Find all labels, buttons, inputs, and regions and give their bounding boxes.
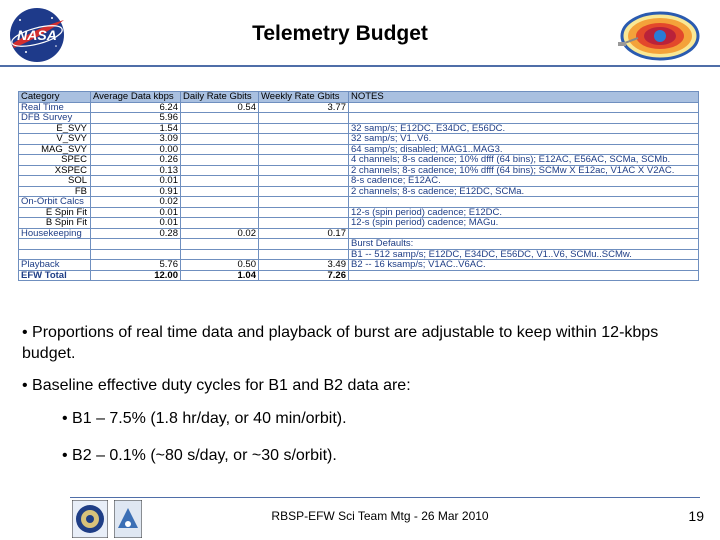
category-cell: XSPEC	[19, 165, 91, 176]
avg-kbps-cell: 0.13	[91, 165, 181, 176]
daily-cell	[181, 186, 259, 197]
notes-cell	[349, 197, 699, 208]
category-cell: EFW Total	[19, 270, 91, 281]
total-row	[19, 270, 699, 281]
notes-cell: 64 samp/s; disabled; MAG1..MAG3.	[349, 144, 699, 155]
table-row	[19, 197, 699, 208]
slide-title: Telemetry Budget	[252, 22, 428, 45]
category-cell: SOL	[19, 176, 91, 187]
avg-kbps-cell: 0.28	[91, 228, 181, 239]
notes-cell: 12-s (spin period) cadence; MAGu.	[349, 218, 699, 229]
avg-kbps-cell: 1.54	[91, 123, 181, 134]
notes-cell	[349, 270, 699, 281]
avg-kbps-cell: 6.24	[91, 102, 181, 113]
table-header-row	[19, 92, 699, 103]
weekly-cell	[259, 207, 349, 218]
category-cell: FB	[19, 186, 91, 197]
category-cell: V_SVY	[19, 134, 91, 145]
sub-bullet-b1: • B1 – 7.5% (1.8 hr/day, or 40 min/orbit).	[62, 410, 347, 427]
notes-cell: 12-s (spin period) cadence; E12DC.	[349, 207, 699, 218]
category-cell: Housekeeping	[19, 228, 91, 239]
table-row	[19, 207, 699, 218]
daily-cell	[181, 207, 259, 218]
weekly-cell: 7.26	[259, 270, 349, 281]
column-header: Average Data kbps	[91, 92, 181, 103]
daily-cell	[181, 165, 259, 176]
table-row	[19, 113, 699, 124]
weekly-cell	[259, 155, 349, 166]
column-header: Weekly Rate Gbits	[259, 92, 349, 103]
daily-cell	[181, 155, 259, 166]
weekly-cell	[259, 218, 349, 229]
table-row	[19, 218, 699, 229]
category-cell: DFB Survey	[19, 113, 91, 124]
avg-kbps-cell: 0.01	[91, 207, 181, 218]
avg-kbps-cell: 0.02	[91, 197, 181, 208]
table-row	[19, 144, 699, 155]
weekly-cell	[259, 165, 349, 176]
avg-kbps-cell: 0.00	[91, 144, 181, 155]
column-header: Daily Rate Gbits	[181, 92, 259, 103]
weekly-cell	[259, 176, 349, 187]
notes-cell: 32 samp/s; V1..V6.	[349, 134, 699, 145]
daily-cell: 0.54	[181, 102, 259, 113]
column-header: Category	[19, 92, 91, 103]
weekly-cell: 3.49	[259, 260, 349, 271]
daily-cell	[181, 113, 259, 124]
daily-cell	[181, 197, 259, 208]
daily-cell	[181, 144, 259, 155]
page-number: 19	[688, 508, 704, 524]
burst-b1-note: B1 -- 512 samp/s; E12DC, E34DC, E56DC, V1..V6, SCMu..SCMw.	[349, 249, 699, 260]
weekly-cell	[259, 113, 349, 124]
table-row	[19, 155, 699, 166]
category-cell: MAG_SVY	[19, 144, 91, 155]
bullet-duty-cycles: • Baseline effective duty cycles for B1 and B2 data are:	[22, 377, 411, 394]
table-row	[19, 123, 699, 134]
avg-kbps-cell: 0.91	[91, 186, 181, 197]
category-cell: E_SVY	[19, 123, 91, 134]
daily-cell: 0.50	[181, 260, 259, 271]
daily-cell	[181, 176, 259, 187]
avg-kbps-cell: 12.00	[91, 270, 181, 281]
weekly-cell	[259, 144, 349, 155]
footer-divider	[70, 497, 700, 498]
table-row	[19, 249, 699, 260]
daily-cell	[181, 134, 259, 145]
telemetry-budget-table	[18, 91, 699, 281]
daily-cell: 0.02	[181, 228, 259, 239]
category-cell: Real Time	[19, 102, 91, 113]
category-cell: SPEC	[19, 155, 91, 166]
table-row	[19, 176, 699, 187]
table-row	[19, 102, 699, 113]
weekly-cell: 0.17	[259, 228, 349, 239]
burst-defaults-label: Burst Defaults:	[349, 239, 699, 250]
avg-kbps-cell: 3.09	[91, 134, 181, 145]
table-row	[19, 186, 699, 197]
notes-cell: 2 channels; 8-s cadence; E12DC, SCMa.	[349, 186, 699, 197]
table-row	[19, 165, 699, 176]
avg-kbps-cell: 5.96	[91, 113, 181, 124]
category-cell: B Spin Fit	[19, 218, 91, 229]
sub-bullet-b2: • B2 – 0.1% (~80 s/day, or ~30 s/orbit).	[62, 447, 337, 464]
avg-kbps-cell: 0.01	[91, 218, 181, 229]
table-row	[19, 134, 699, 145]
daily-cell	[181, 218, 259, 229]
avg-kbps-cell: 0.26	[91, 155, 181, 166]
category-cell: On-Orbit Calcs	[19, 197, 91, 208]
institution-emblem-icon	[114, 500, 142, 538]
notes-cell	[349, 102, 699, 113]
avg-kbps-cell: 0.01	[91, 176, 181, 187]
avg-kbps-cell: 5.76	[91, 260, 181, 271]
notes-cell: 2 channels; 8-s cadence; 10% dfff (64 bins); SCMw X E12ac, V1AC X V2AC.	[349, 165, 699, 176]
column-header: NOTES	[349, 92, 699, 103]
university-seal-icon	[72, 500, 108, 538]
title-divider	[0, 65, 720, 67]
weekly-cell	[259, 134, 349, 145]
notes-cell: 4 channels; 8-s cadence; 10% dfff (64 bins); E12AC, E56AC, SCMa, SCMb.	[349, 155, 699, 166]
notes-cell: B2 -- 16 ksamp/s; V1AC..V6AC.	[349, 260, 699, 271]
bullet-proportions: • Proportions of real time data and playback of burst are adjustable to keep within 12-kbps budget.	[22, 324, 659, 362]
weekly-cell	[259, 197, 349, 208]
daily-cell	[181, 123, 259, 134]
category-cell: E Spin Fit	[19, 207, 91, 218]
weekly-cell	[259, 123, 349, 134]
notes-cell	[349, 228, 699, 239]
notes-cell	[349, 113, 699, 124]
table-row	[19, 260, 699, 271]
weekly-cell	[259, 186, 349, 197]
svg-text:NASA: NASA	[17, 27, 57, 43]
table-row	[19, 228, 699, 239]
daily-cell: 1.04	[181, 270, 259, 281]
notes-cell: 32 samp/s; E12DC, E34DC, E56DC.	[349, 123, 699, 134]
category-cell: Playback	[19, 260, 91, 271]
weekly-cell: 3.77	[259, 102, 349, 113]
table-row	[19, 239, 699, 250]
footer-meeting-text: RBSP-EFW Sci Team Mtg - 26 Mar 2010	[271, 509, 489, 523]
notes-cell: 8-s cadence; E12AC.	[349, 176, 699, 187]
